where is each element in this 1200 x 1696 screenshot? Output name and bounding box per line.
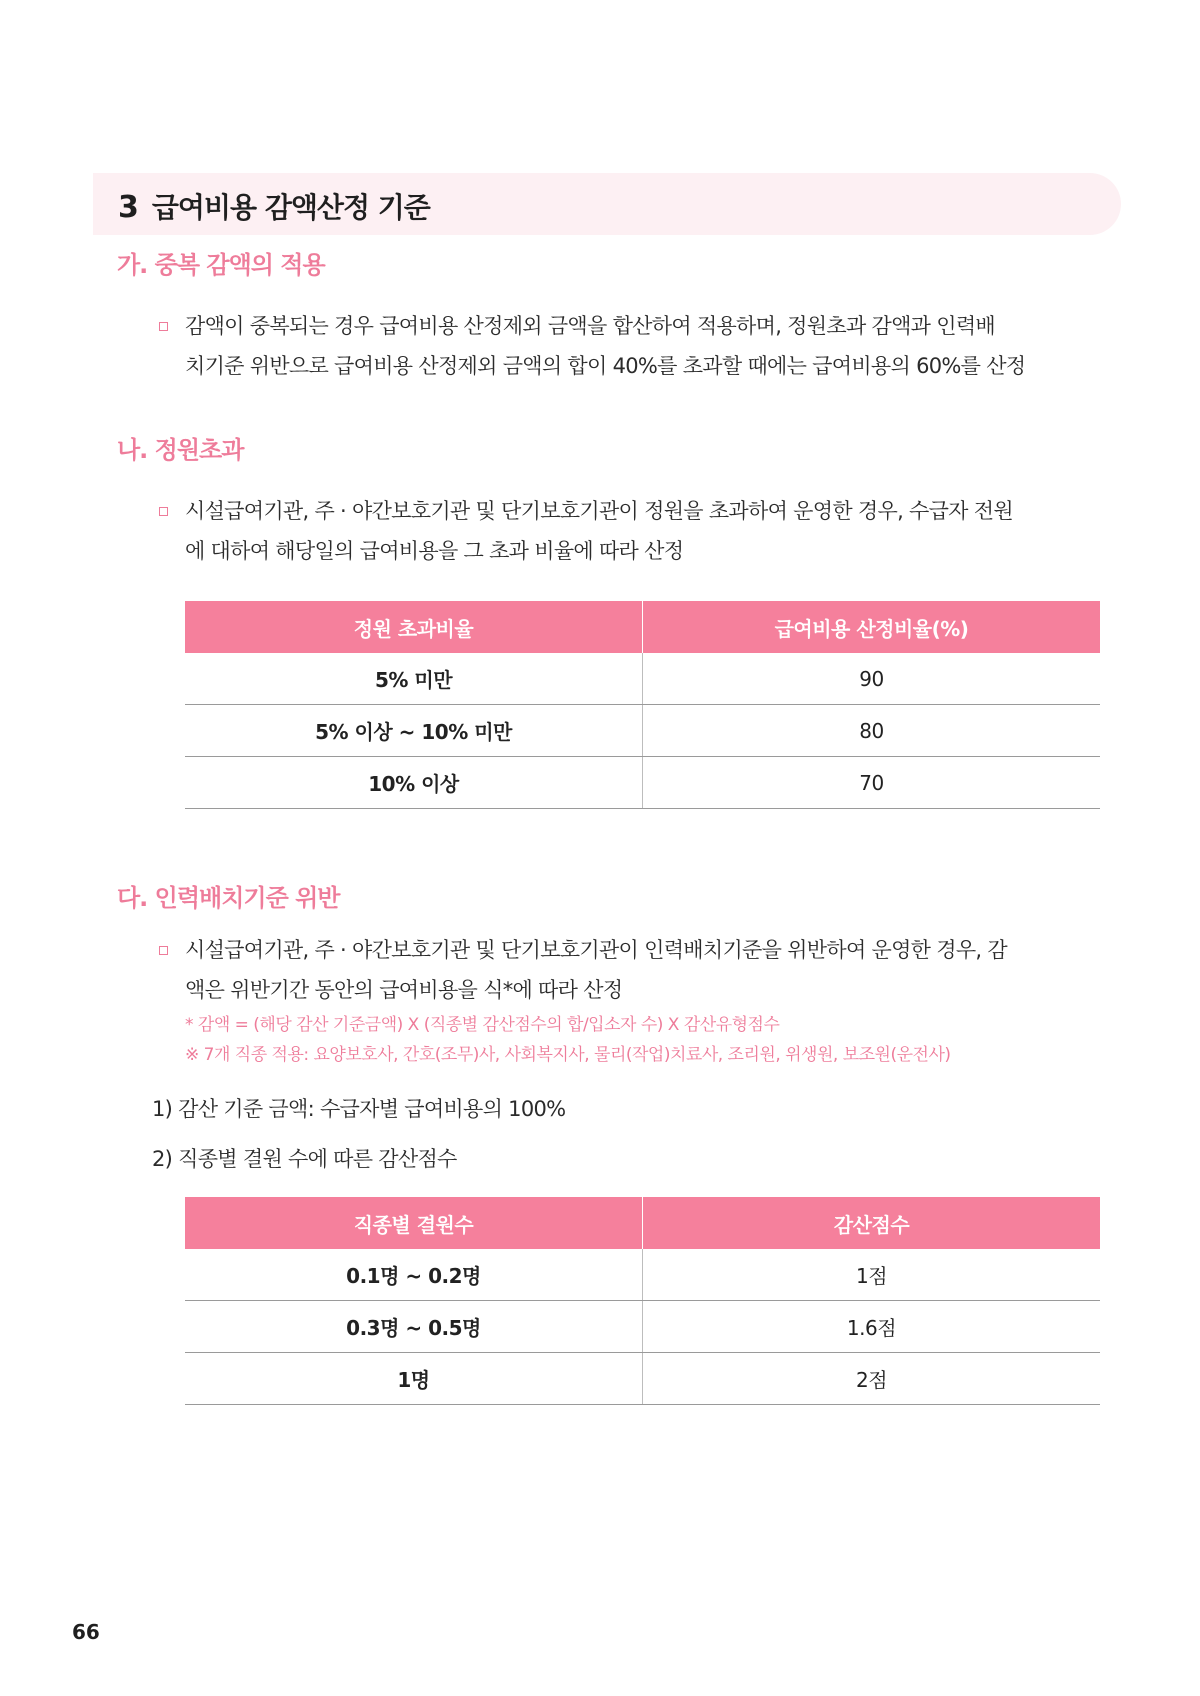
table-row <box>185 757 1100 809</box>
table-cell: 90 <box>643 653 1101 705</box>
list-item-base-amount: 1) 감산 기준 금액: 수급자별 급여비용의 100% <box>152 1097 566 1121</box>
subheading-duplicate-reduction: 가. 중복 감액의 적용 <box>117 251 325 279</box>
table-header-cell: 급여비용 산정비율(%) <box>643 601 1101 653</box>
table-cell: 0.3명 ~ 0.5명 <box>185 1301 643 1353</box>
table-row <box>185 653 1100 705</box>
table-header-row <box>185 601 1100 653</box>
page-number: 66 <box>72 1620 100 1644</box>
table-cell: 1명 <box>185 1353 643 1405</box>
table-cell: 1.6점 <box>643 1301 1101 1353</box>
bullet-square-icon <box>159 944 171 956</box>
table-cell: 5% 미만 <box>185 653 643 705</box>
table-header-cell: 정원 초과비율 <box>185 601 643 653</box>
table-cell: 10% 이상 <box>185 757 643 809</box>
subheading-staffing-violation: 다. 인력배치기준 위반 <box>117 884 340 912</box>
table-cell: 2점 <box>643 1353 1101 1405</box>
paragraph-over-capacity <box>185 491 1100 571</box>
table-header-cell: 직종별 결원수 <box>185 1197 643 1249</box>
table-cell: 0.1명 ~ 0.2명 <box>185 1249 643 1301</box>
table-header-cell: 감산점수 <box>643 1197 1101 1249</box>
table-cell: 5% 이상 ~ 10% 미만 <box>185 705 643 757</box>
bullet-square-icon <box>159 320 171 332</box>
table-cell: 1점 <box>643 1249 1101 1301</box>
paragraph-staffing-violation <box>185 930 1100 1010</box>
formula-note: * 감액 = (해당 감산 기준금액) X (직종별 감산점수의 합/입소자 수) X 감산유형점수 <box>185 1015 780 1035</box>
section-number: 3 <box>118 190 138 225</box>
paragraph-line: 감액이 중복되는 경우 급여비용 산정제외 금액을 합산하여 적용하며, 정원초과 감액과 인력배 <box>185 314 995 338</box>
paragraph-line: 시설급여기관, 주 · 야간보호기관 및 단기보호기관이 인력배치기준을 위반하여 운영한 경우, 감 <box>185 938 1007 962</box>
paragraph-line: 에 대하여 해당일의 급여비용을 그 초과 비율에 따라 산정 <box>185 539 684 563</box>
subheading-over-capacity: 나. 정원초과 <box>117 436 244 464</box>
table-cell: 80 <box>643 705 1101 757</box>
table-header-row <box>185 1197 1100 1249</box>
table-row <box>185 1353 1100 1405</box>
table-cell: 70 <box>643 757 1101 809</box>
job-types-note: ※ 7개 직종 적용: 요양보호사, 간호(조무)사, 사회복지사, 물리(작업)치료사, 조리원, 위생원, 보조원(운전사) <box>185 1045 951 1065</box>
section-title-text: 급여비용 감액산정 기준 <box>151 191 430 224</box>
paragraph-duplicate-reduction <box>185 306 1100 386</box>
bullet-square-icon <box>159 505 171 517</box>
paragraph-line: 시설급여기관, 주 · 야간보호기관 및 단기보호기관이 정원을 초과하여 운영한 경우, 수급자 전원 <box>185 499 1013 523</box>
over-capacity-table <box>185 601 1100 809</box>
section-title <box>118 186 430 226</box>
paragraph-line: 액은 위반기간 동안의 급여비용을 식*에 따라 산정 <box>185 978 623 1002</box>
table-row <box>185 705 1100 757</box>
vacancy-points-table <box>185 1197 1100 1405</box>
table-row <box>185 1249 1100 1301</box>
list-item-reduction-points: 2) 직종별 결원 수에 따른 감산점수 <box>152 1147 457 1171</box>
table-row <box>185 1301 1100 1353</box>
paragraph-line: 치기준 위반으로 급여비용 산정제외 금액의 합이 40%를 초과할 때에는 급여비용의 60%를 산정 <box>185 354 1026 378</box>
